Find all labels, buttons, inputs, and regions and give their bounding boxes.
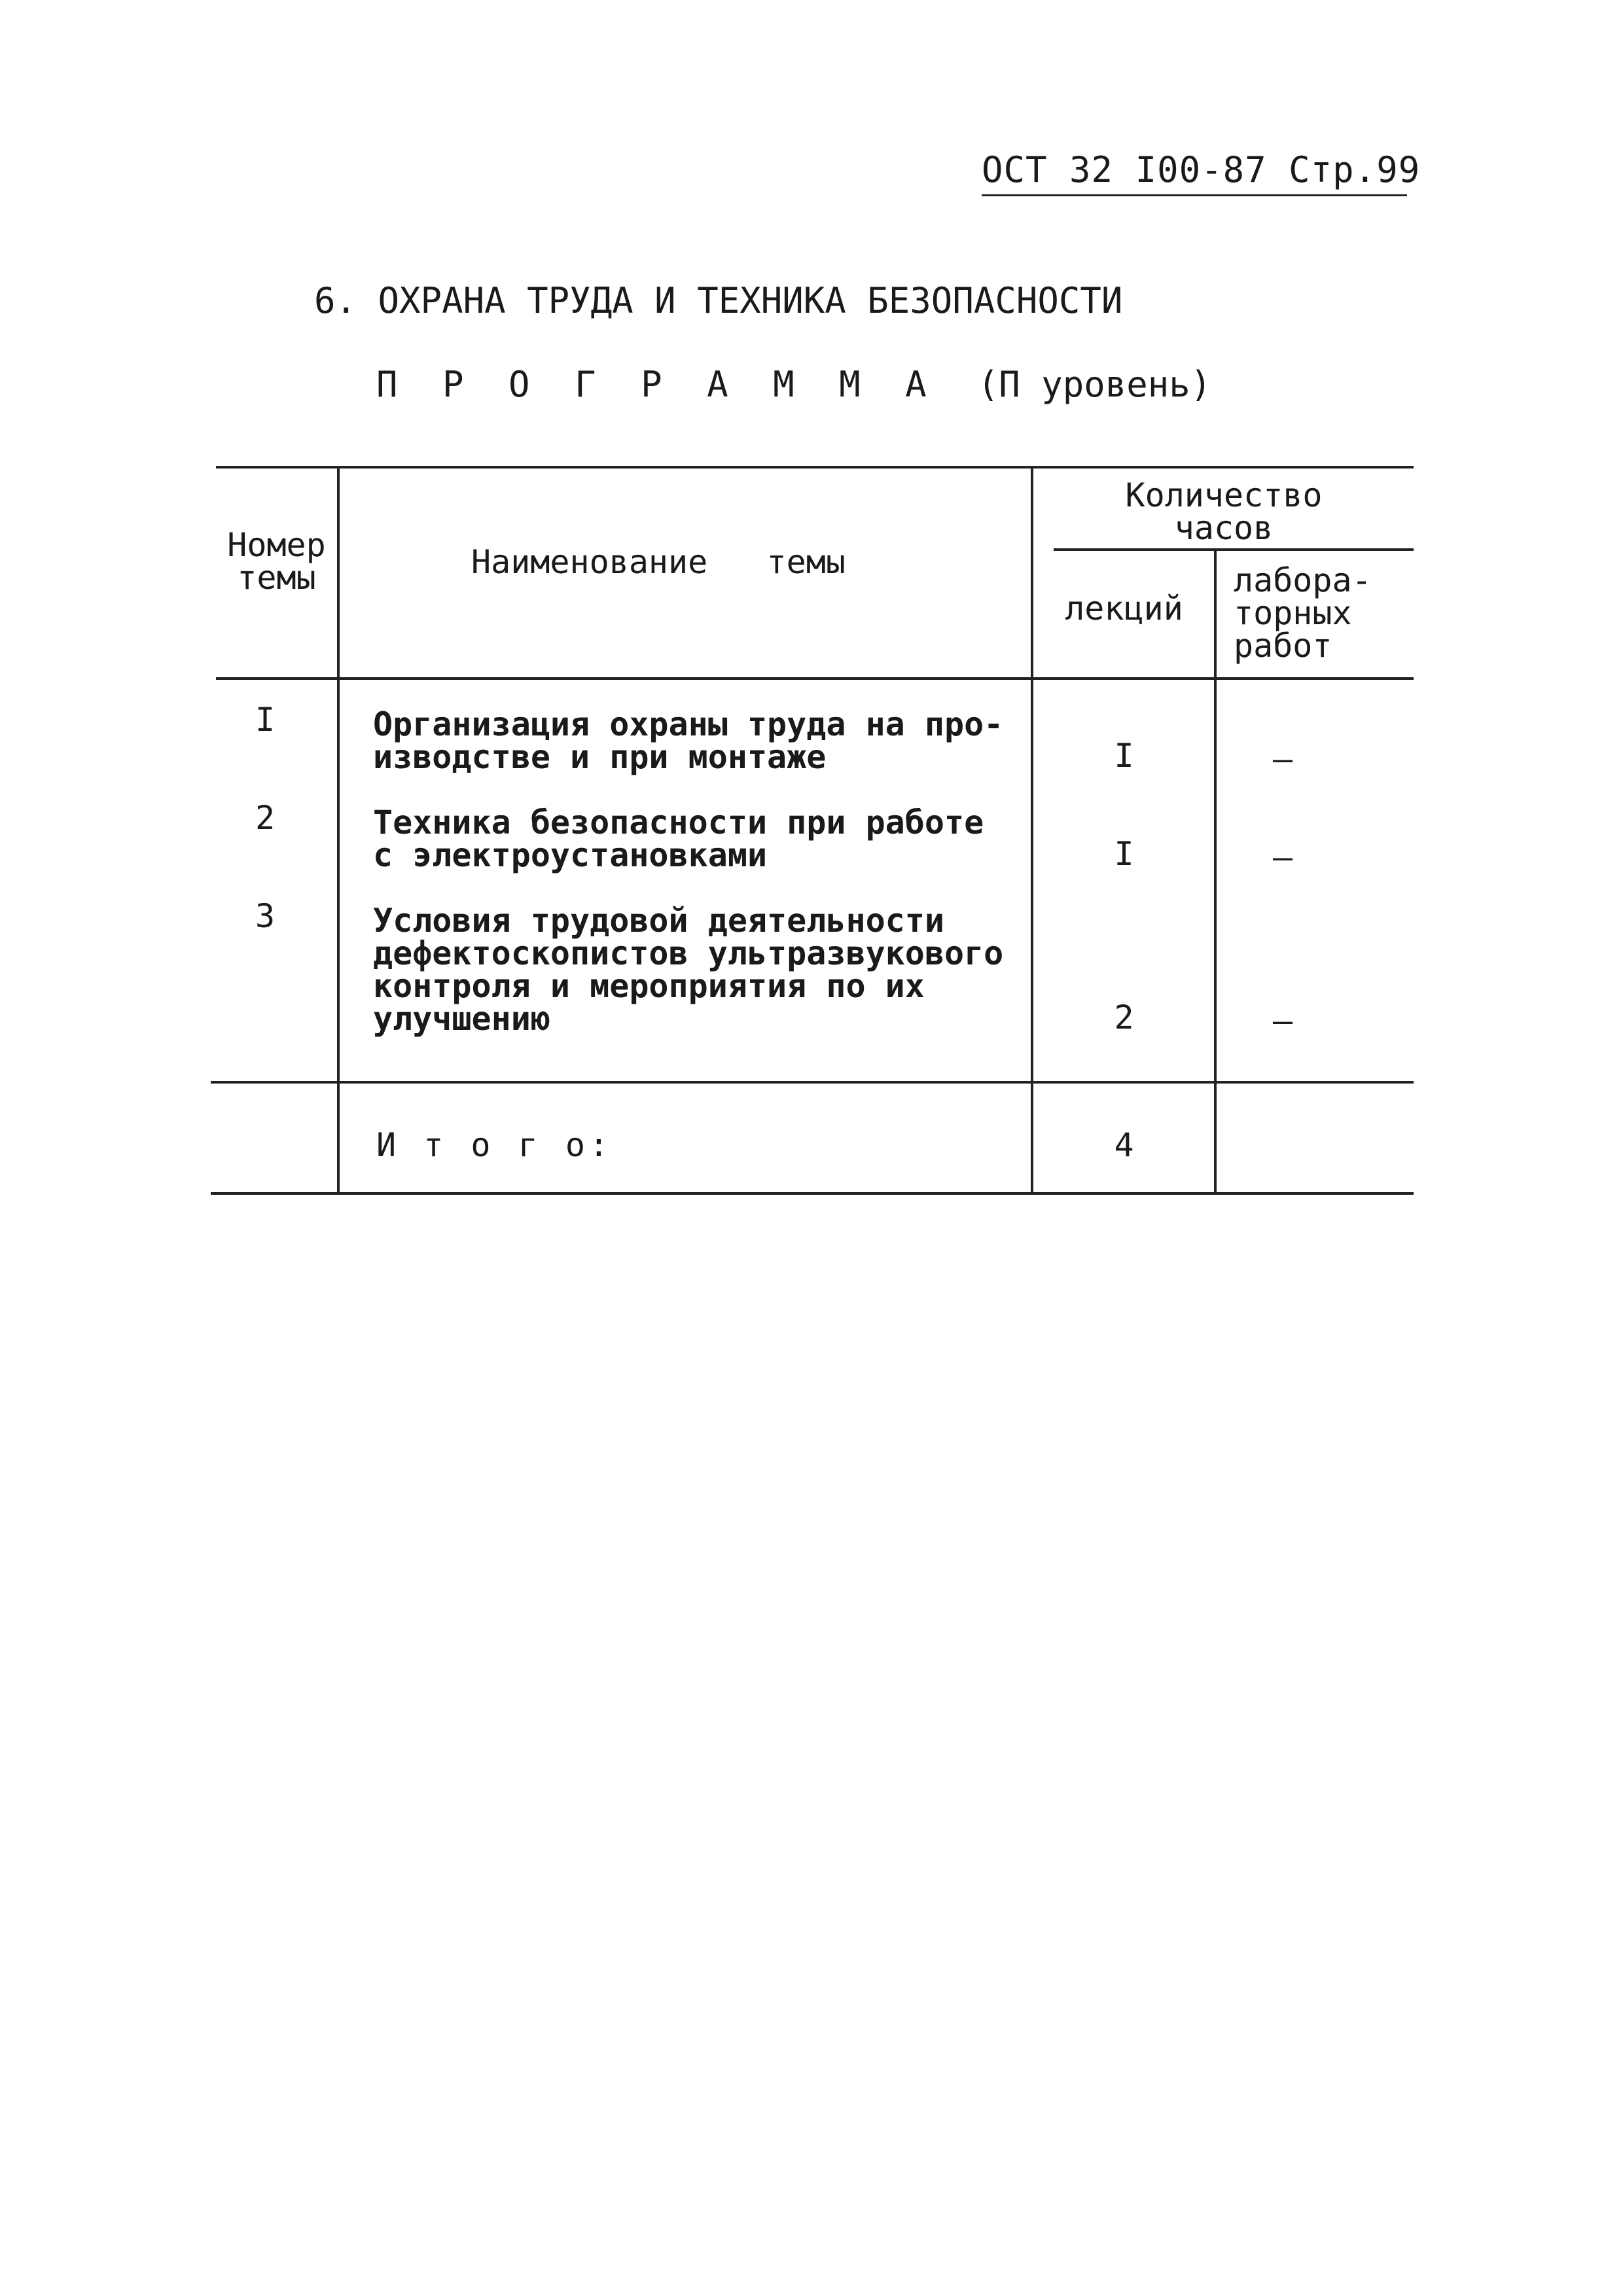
row-2-title [373,806,984,872]
header-labs-line2: торных [1234,594,1352,632]
row-3-title [373,902,1004,1038]
row-1-number: I [255,701,276,739]
header-labs-line1: лабора- [1234,561,1372,599]
row-3-title-line4: улучшению [373,1000,550,1038]
program-label: П Р О Г Р А М М А [376,364,938,405]
header-hours-line1: Количество [1125,476,1323,514]
header-labs-line3: работ [1234,627,1332,665]
row-2-lectures: I [1114,835,1134,873]
header-number [216,526,337,597]
table-bottom-rule [211,1192,1414,1195]
column-divider-number [337,466,340,1192]
program-label-line [376,364,1211,405]
row-1-title-line2: изводстве и при монтаже [373,738,827,776]
row-3-title-line2: дефектоскопистов ультразвукового [373,934,1004,972]
row-3-number: 3 [255,897,276,935]
table-top-rule [216,466,1414,468]
row-1-lectures: I [1114,737,1134,775]
section-title: 6. ОХРАНА ТРУДА И ТЕХНИКА БЕЗОПАСНОСТИ [314,280,1123,321]
total-lectures: 4 [1114,1126,1134,1164]
row-3-labs: – [1272,1002,1293,1040]
row-3-lectures: 2 [1114,998,1134,1036]
row-1-title [373,705,1004,776]
row-1-title-line1: Организация охраны труда на про- [373,705,1004,743]
row-2-title-line1: Техника безопасности при работе [373,804,984,841]
row-3-title-line1: Условия трудовой деятельности [373,902,944,940]
header-number-line2: темы [237,559,316,597]
row-2-number: 2 [255,799,276,837]
column-divider-name [1031,466,1033,1192]
header-bottom-rule [216,677,1414,680]
header-number-line1: Номер [227,526,326,564]
program-level: (П уровень) [977,364,1212,405]
header-topic-name: Наименование темы [471,543,846,581]
header-lectures: лекций [1065,590,1183,627]
header-hours-group [1034,476,1414,547]
hours-group-rule [1054,548,1414,551]
header-labs [1234,561,1372,665]
document-reference-underline [982,194,1407,196]
header-hours-line2: часов [1174,509,1274,547]
document-reference: ОСТ 32 I00-87 Стр.99 [982,149,1421,190]
row-2-title-line2: с электроустановками [373,836,768,874]
row-3-title-line3: контроля и мероприятия по их [373,967,925,1005]
body-bottom-rule [211,1081,1414,1084]
total-label: И т о г о: [376,1126,613,1164]
column-divider-hours [1214,548,1217,1192]
row-2-labs: – [1272,838,1293,876]
row-1-labs: – [1272,740,1293,778]
